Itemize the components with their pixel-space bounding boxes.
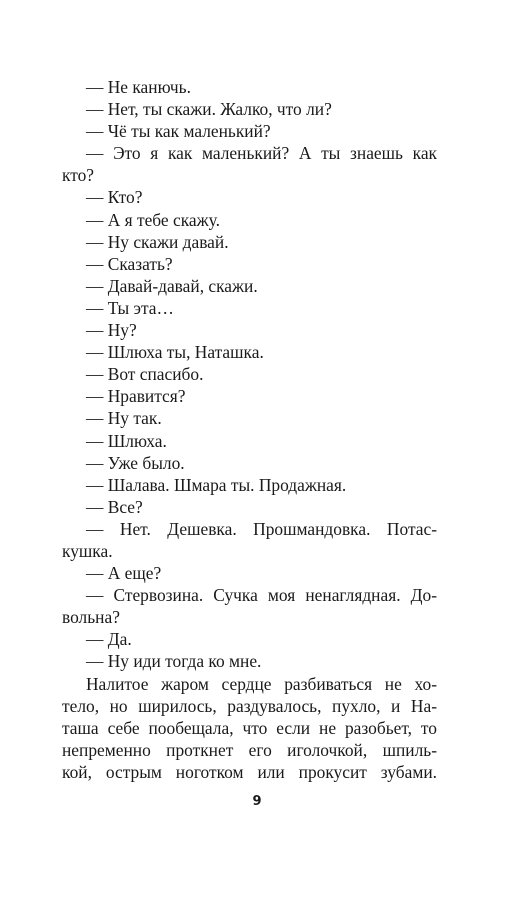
- text-line: — Ну скажи давай.: [86, 231, 229, 252]
- text-line: — А еще?: [86, 563, 162, 584]
- text-line: — Нет, ты скажи. Жалко, что ли?: [86, 99, 332, 120]
- text-line: таша себе пообещала, что если не разобьет, то: [62, 717, 437, 738]
- text-line: — Нет. Дешевка. Прошмандовка. Потас-: [86, 518, 437, 539]
- text-line: — Шлюха.: [86, 430, 167, 451]
- text-line: непременно проткнет его иголочкой, шпиль-: [62, 739, 437, 760]
- text-line: — Ну так.: [86, 408, 162, 429]
- text-line: — Нравится?: [86, 386, 186, 407]
- text-line: — Ну иди тогда ко мне.: [86, 651, 262, 672]
- text-line: Налитое жаром сердце разбиваться не хо-: [86, 673, 437, 694]
- text-line: — Не канючь.: [86, 77, 191, 97]
- text-line: — Все?: [86, 496, 143, 517]
- text-line: — Да.: [86, 629, 132, 650]
- text-line: кой, острым ноготком или прокусит зубами.: [62, 761, 437, 782]
- text-line: — Шалава. Шмара ты. Продажная.: [86, 474, 347, 495]
- text-line: кушка.: [62, 540, 113, 561]
- text-line: — А я тебе скажу.: [86, 209, 220, 230]
- text-line: — Это я как маленький? А ты знаешь как: [86, 143, 437, 164]
- text-line: — Чё ты как маленький?: [86, 121, 271, 142]
- text-line: — Вот спасибо.: [86, 364, 204, 385]
- text-line: вольна?: [62, 607, 120, 628]
- text-line: — Шлюха ты, Наташка.: [86, 342, 264, 363]
- text-line: — Ты эта…: [86, 297, 174, 318]
- text-line: кто?: [62, 165, 95, 186]
- page-number: 9: [252, 794, 262, 809]
- body-text: [62, 76, 437, 783]
- text-line: — Стервозина. Сучка моя ненаглядная. До-: [86, 585, 437, 606]
- text-line: — Давай-давай, скажи.: [86, 275, 258, 296]
- text-line: — Кто?: [86, 187, 143, 208]
- text-line: — Ну?: [86, 320, 137, 341]
- text-line: — Уже было.: [86, 452, 185, 473]
- text-line: — Сказать?: [86, 253, 173, 274]
- text-line: тело, но ширилось, раздувалось, пухло, и На-: [62, 695, 437, 716]
